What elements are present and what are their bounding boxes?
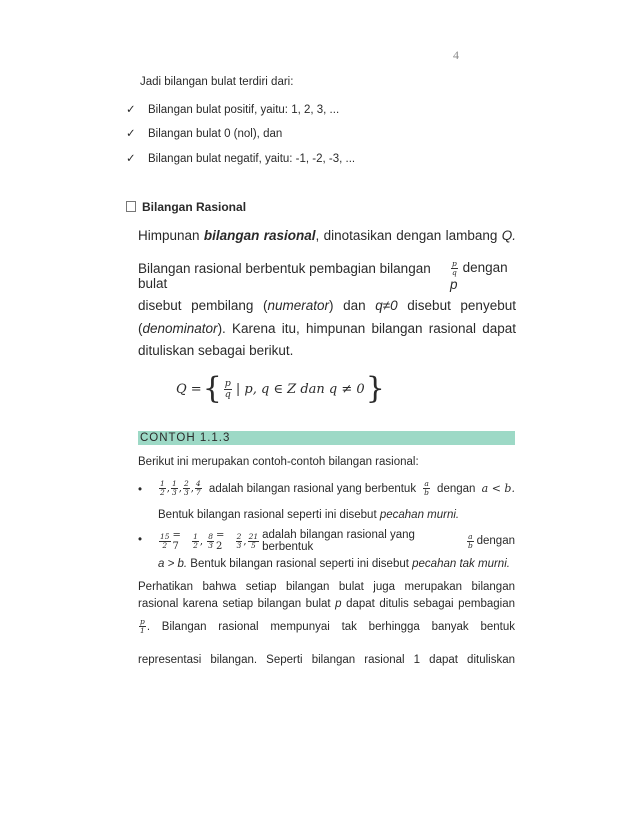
fraction-p-q: $\frac{p}{q}$ <box>451 259 457 277</box>
check-item-zero: ✓ Bilangan bulat 0 (nol), dan <box>126 128 283 140</box>
checkmark-icon: ✓ <box>126 153 136 165</box>
check-item-negative: ✓ Bilangan bulat negatif, yaitu: -1, -2, -3, ... <box>126 153 356 165</box>
para2-line3: $\frac{p}{1}$ . Bilangan rasional mempunyai tak berhingga banyak bentuk <box>140 617 515 635</box>
check-item-positive: ✓ Bilangan bulat positif, yaitu: 1, 2, 3, ... <box>126 104 340 116</box>
item2-line2: a > b. Bentuk bilangan rasional seperti ini disebut pecahan tak murni. <box>158 558 510 570</box>
para1-line3: disebut pembilang (numerator) dan q≠0 disebut penyebut <box>138 298 516 313</box>
item2-line1: $\frac{15}{2}$ = 7 $\frac{1}{2}$ , $\frac{8}{3}$ = 2 $\frac{2}{3}$ , $\frac{21}{5}$ adalah bilangan rasional yang berbentuk $\frac{a}{b}$ dengan <box>160 529 515 553</box>
item1-line2: Bentuk bilangan rasional seperti ini disebut pecahan murni. <box>158 509 460 521</box>
bullet-icon: • <box>138 534 143 546</box>
section-title: Bilangan Rasional <box>126 200 246 214</box>
para1-line2: Bilangan rasional berbentuk pembagian bilangan bulat $\frac{p}{q}$ dengan p <box>138 259 508 292</box>
contoh-header: CONTOH 1.1.3 <box>138 431 515 445</box>
para1-line5: dituliskan sebagai berikut. <box>138 343 294 358</box>
bullet-icon: • <box>138 484 143 496</box>
para2-line4: representasi bilangan. Seperti bilangan rasional 1 dapat dituliskan <box>138 654 515 666</box>
para2-line1: Perhatikan bahwa setiap bilangan bulat juga merupakan bilangan <box>138 581 515 593</box>
page-number: 4 <box>453 48 459 62</box>
checkmark-icon: ✓ <box>126 104 136 116</box>
checkmark-icon: ✓ <box>126 128 136 140</box>
item1-line1: $\frac{1}{2}$ , $\frac{1}{3}$ , $\frac{2}{3}$ , $\frac{4}{7}$ adalah bilangan rasional yang berbentuk $\frac{a}{b}$ dengan a < b. <box>160 479 515 497</box>
rational-set-formula: Q = { $\frac{p}{q}$ | p, q ∈ Z dan q ≠ 0 } <box>176 371 385 406</box>
intro-text: Jadi bilangan bulat terdiri dari: <box>140 76 294 88</box>
para2-line2: rasional karena setiap bilangan bulat p dapat ditulis sebagai pembagian <box>138 598 516 610</box>
contoh-intro: Berikut ini merupakan contoh-contoh bilangan rasional: <box>138 456 419 468</box>
square-bullet-icon <box>126 201 136 212</box>
para1-line4: (denominator). Karena itu, himpunan bilangan rasional dapat <box>138 321 516 336</box>
para1-line1: Himpunan bilangan rasional, dinotasikan dengan lambang Q. <box>138 228 516 243</box>
